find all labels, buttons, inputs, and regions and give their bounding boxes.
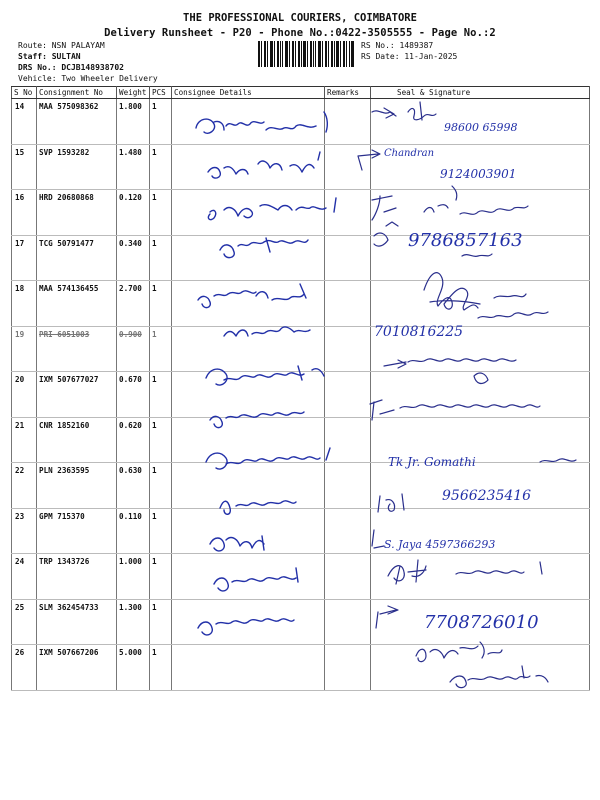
cell-signature: [371, 554, 590, 600]
col-consignee: Consignee Details: [172, 87, 325, 99]
table-row: [12, 190, 590, 236]
cell-signature: [371, 599, 590, 645]
cell-weight: 5.000: [117, 645, 150, 691]
cell-signature: [371, 372, 590, 418]
cell-sno: 18: [12, 281, 37, 327]
cell-sno: 23: [12, 508, 37, 554]
cell-remarks: [325, 281, 371, 327]
cell-pcs: 1: [150, 235, 172, 281]
cell-weight: 0.340: [117, 235, 150, 281]
runsheet-subtitle: Delivery Runsheet - P20 - Phone No.:0422-3505555 - Page No.:2: [104, 27, 496, 39]
cell-signature: [371, 508, 590, 554]
cell-remarks: [325, 508, 371, 554]
cell-consignment: PLN 2363595: [37, 463, 117, 509]
table-row: [12, 554, 590, 600]
cell-consignee: [172, 599, 325, 645]
cell-signature: [371, 235, 590, 281]
cell-sno: 21: [12, 417, 37, 463]
table-row: [12, 508, 590, 554]
cell-sno: 22: [12, 463, 37, 509]
barcode-image: [258, 41, 354, 67]
cell-consignment: SVP 1593282: [37, 144, 117, 190]
cell-pcs: 1: [150, 554, 172, 600]
cell-consignee: [172, 326, 325, 372]
rs-date: RS Date: 11-Jan-2025: [361, 52, 458, 61]
cell-pcs: 1: [150, 99, 172, 145]
cell-signature: [371, 190, 590, 236]
signature-text: Chandran: [384, 148, 435, 159]
drs-number: DRS No.: DCJB148938702: [18, 63, 124, 72]
table-row: [12, 417, 590, 463]
cell-consignee: [172, 372, 325, 418]
cell-sno: 24: [12, 554, 37, 600]
table-row: [12, 326, 590, 372]
table-header-row: [12, 87, 590, 99]
table-row: [12, 599, 590, 645]
cell-sno: 20: [12, 372, 37, 418]
cell-weight: 0.620: [117, 417, 150, 463]
cell-weight: 2.700: [117, 281, 150, 327]
table-row: [12, 99, 590, 145]
cell-pcs: 1: [150, 281, 172, 327]
cell-pcs: 1: [150, 417, 172, 463]
signature-text: 98600 65998: [444, 121, 518, 134]
cell-remarks: [325, 554, 371, 600]
table-row: [12, 645, 590, 691]
col-seal-signature: Seal & Signature: [371, 87, 590, 99]
cell-consignment: HRD 20680868: [37, 190, 117, 236]
cell-pcs: 1: [150, 645, 172, 691]
staff-label: Staff: SULTAN: [18, 52, 81, 61]
cell-consignment: GPM 715370: [37, 508, 117, 554]
col-pcs: PCS: [150, 87, 172, 99]
cell-signature: [371, 326, 590, 372]
cell-weight: 0.670: [117, 372, 150, 418]
cell-sno: 25: [12, 599, 37, 645]
table-row: [12, 281, 590, 327]
runsheet-table: [11, 86, 590, 691]
cell-pcs: 1: [150, 463, 172, 509]
cell-consignee: [172, 463, 325, 509]
cell-consignee: [172, 99, 325, 145]
cell-consignment: TCG 50791477: [37, 235, 117, 281]
signature-text: 9566235416: [442, 488, 532, 504]
table-row: [12, 235, 590, 281]
cell-remarks: [325, 599, 371, 645]
route-label: Route: NSN PALAYAM: [18, 41, 105, 50]
cell-sno: 19: [12, 326, 37, 372]
cell-weight: 1.300: [117, 599, 150, 645]
signature-text: S. Jaya 4597366293: [384, 538, 496, 551]
cell-weight: 0.120: [117, 190, 150, 236]
cell-signature: [371, 463, 590, 509]
cell-consignment: MAA 575098362: [37, 99, 117, 145]
cell-sno: 15: [12, 144, 37, 190]
cell-consignment: PRI 6051003: [37, 326, 117, 372]
cell-pcs: 1: [150, 372, 172, 418]
cell-signature: [371, 417, 590, 463]
cell-weight: 1.000: [117, 554, 150, 600]
col-remarks: Remarks: [325, 87, 371, 99]
cell-consignment: SLM 362454733: [37, 599, 117, 645]
vehicle-label: Vehicle: Two Wheeler Delivery: [18, 74, 158, 83]
cell-signature: [371, 281, 590, 327]
cell-weight: 0.900: [117, 326, 150, 372]
cell-weight: 1.800: [117, 99, 150, 145]
cell-remarks: [325, 235, 371, 281]
cell-signature: [371, 99, 590, 145]
signature-text: Tk Jr. Gomathi: [388, 455, 476, 469]
cell-remarks: [325, 99, 371, 145]
cell-consignee: [172, 645, 325, 691]
cell-sno: 14: [12, 99, 37, 145]
cell-consignee: [172, 508, 325, 554]
col-sno: S No: [12, 87, 37, 99]
cell-remarks: [325, 372, 371, 418]
cell-sno: 16: [12, 190, 37, 236]
cell-pcs: 1: [150, 326, 172, 372]
company-title: THE PROFESSIONAL COURIERS, COIMBATORE: [183, 12, 417, 24]
signature-text: 7010816225: [374, 324, 464, 340]
signature-text: 9786857163: [408, 230, 523, 251]
cell-remarks: [325, 190, 371, 236]
cell-weight: 0.630: [117, 463, 150, 509]
cell-remarks: [325, 417, 371, 463]
cell-signature: [371, 144, 590, 190]
cell-consignment: TRP 1343726: [37, 554, 117, 600]
cell-consignee: [172, 190, 325, 236]
cell-remarks: [325, 326, 371, 372]
cell-remarks: [325, 645, 371, 691]
cell-pcs: 1: [150, 508, 172, 554]
table-row: [12, 372, 590, 418]
cell-consignee: [172, 235, 325, 281]
cell-consignee: [172, 144, 325, 190]
cell-pcs: 1: [150, 144, 172, 190]
cell-remarks: [325, 144, 371, 190]
col-weight: Weight: [117, 87, 150, 99]
cell-sno: 26: [12, 645, 37, 691]
signature-text: 7708726010: [424, 612, 539, 633]
cell-weight: 0.110: [117, 508, 150, 554]
cell-remarks: [325, 463, 371, 509]
signature-text: 9124003901: [440, 167, 517, 181]
col-consignment: Consignment No: [37, 87, 117, 99]
cell-consignment: MAA 574136455: [37, 281, 117, 327]
rs-number: RS No.: 1489387: [361, 41, 434, 50]
cell-consignment: IXM 507667206: [37, 645, 117, 691]
cell-consignee: [172, 281, 325, 327]
cell-signature: [371, 645, 590, 691]
cell-sno: 17: [12, 235, 37, 281]
cell-consignee: [172, 417, 325, 463]
table-row: [12, 463, 590, 509]
cell-pcs: 1: [150, 190, 172, 236]
table-row: [12, 144, 590, 190]
cell-pcs: 1: [150, 599, 172, 645]
cell-consignment: IXM 507677027: [37, 372, 117, 418]
cell-consignee: [172, 554, 325, 600]
cell-consignment: CNR 1852160: [37, 417, 117, 463]
cell-weight: 1.480: [117, 144, 150, 190]
